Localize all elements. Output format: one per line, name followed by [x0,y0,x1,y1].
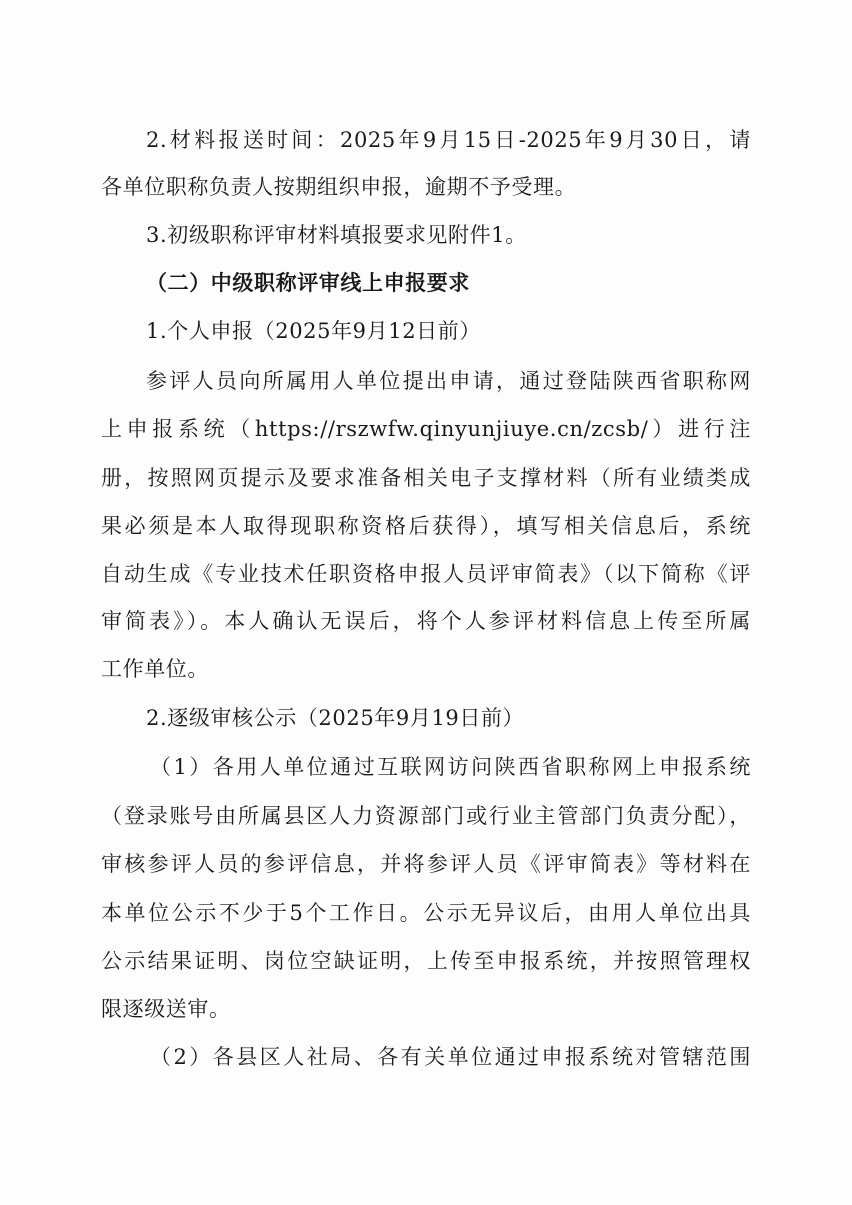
text-line: （1）各用人单位通过互联网访问陕西省职称网上申报系统 [150,755,751,779]
text-line: 审简表》）。本人确认无误后，将个人参评材料信息上传至所属 [101,609,751,633]
text-line: 1.个人申报（2025年9月12日前） [146,319,481,343]
text-line: （2）各县区人社局、各有关单位通过申报系统对管辖范围 [150,1045,751,1069]
section-heading: （二）中级职称评审线上申报要求 [146,271,470,295]
text-line: 公示结果证明、岗位空缺证明，上传至申报系统，并按照管理权 [101,949,751,973]
text-line: 册，按照网页提示及要求准备相关电子支撑材料（所有业绩类成 [101,466,751,490]
text-line: 参评人员向所属用人单位提出申请，通过登陆陕西省职称网 [146,369,751,393]
text-line: 自动生成《专业技术任职资格申报人员评审简表》（以下简称《评 [101,562,751,586]
text-line: 2.材料报送时间：2025年9月15日-2025年9月30日，请 [146,128,751,152]
text-line: 本单位公示不少于5个工作日。公示无异议后，由用人单位出具 [101,901,751,925]
text-line: 工作单位。 [101,657,209,681]
text-line-url: 上申报系统（https://rszwfw.qinyunjiuye.cn/zcsb/）进行注 [101,417,751,441]
text-line: 3.初级职称评审材料填报要求见附件1。 [146,223,527,247]
text-line: 果必须是本人取得现职称资格后获得），填写相关信息后，系统 [101,514,751,538]
text-line: 限逐级送审。 [101,997,231,1021]
text-line: 2.逐级审核公示（2025年9月19日前） [146,706,525,730]
text-line: 审核参评人员的参评信息，并将参评人员《评审简表》等材料在 [101,852,751,876]
text-line: （登录账号由所属县区人力资源部门或行业主管部门负责分配）， [101,804,751,828]
text-line: 各单位职称负责人按期组织申报，逾期不予受理。 [101,175,577,199]
